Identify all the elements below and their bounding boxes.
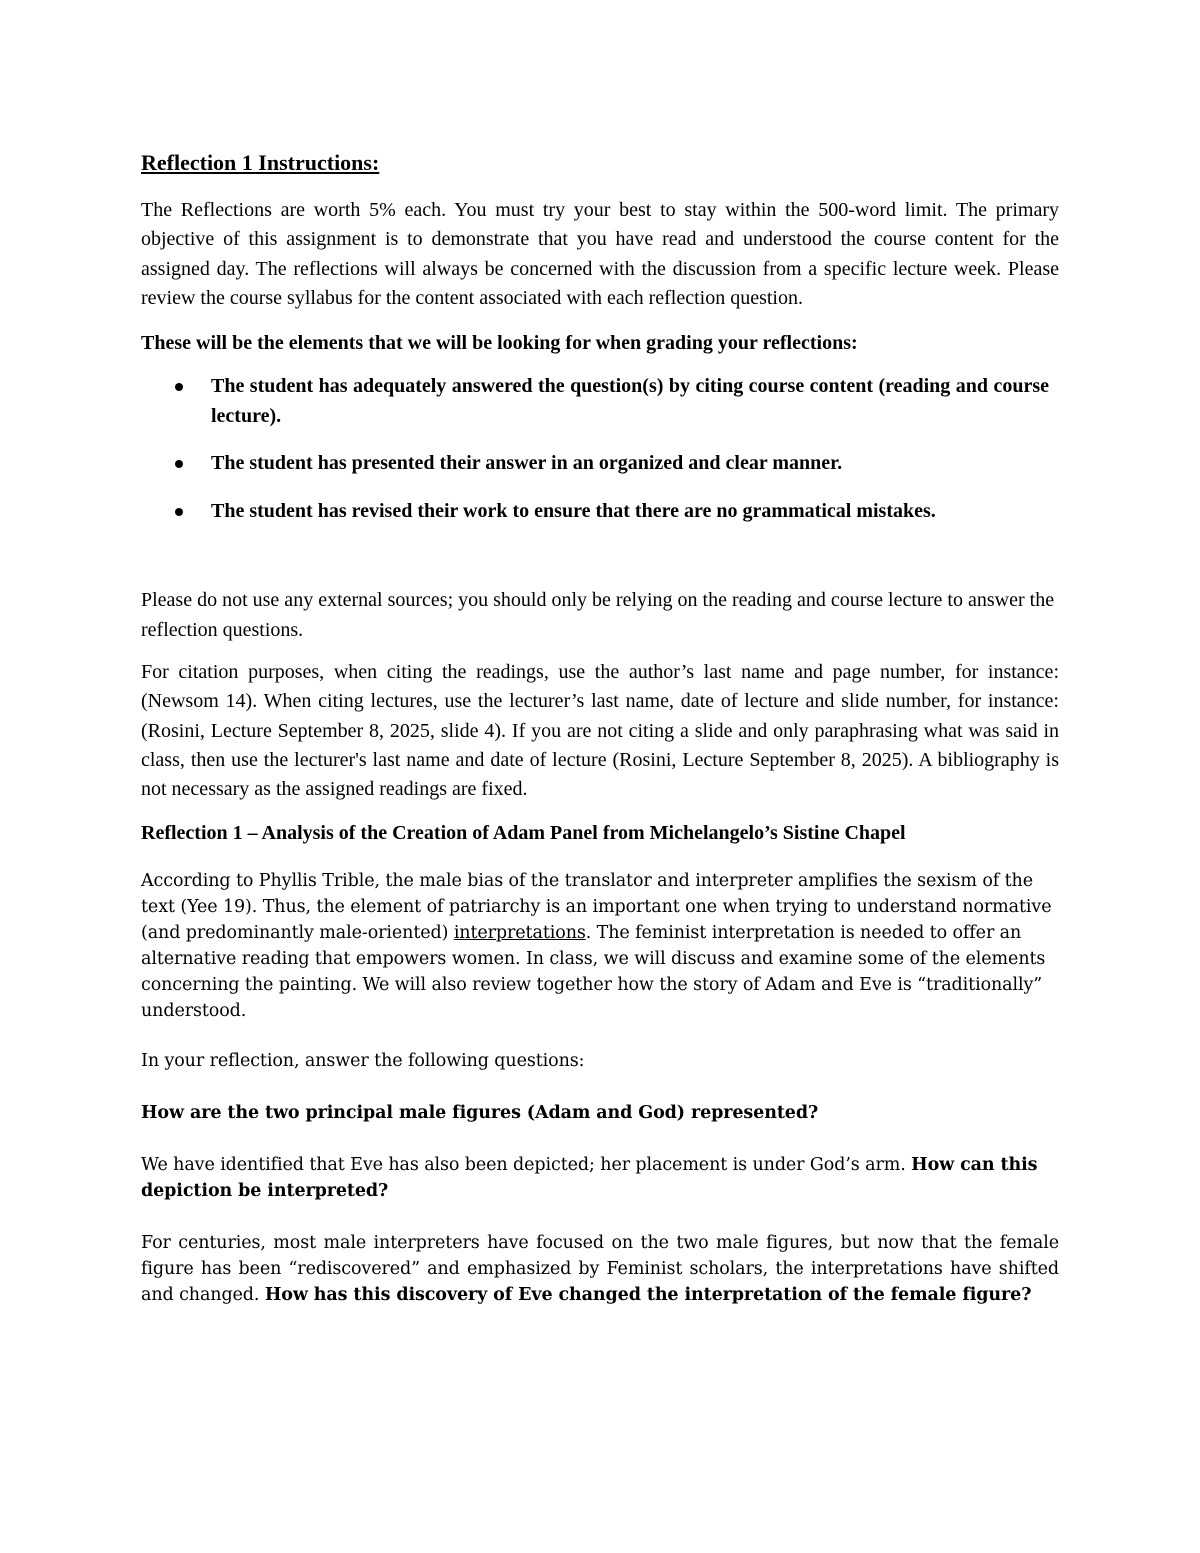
answer-intro: In your reflection, answer the following questions: [141,1050,585,1071]
grading-criteria-list [141,372,1059,526]
bullet-icon [175,508,183,516]
question-eve-discovery: How has this discovery of Eve changed the interpretation of the female figure? [264,1284,1032,1305]
criteria-text: The student has revised their work to ensure that there are no grammatical mistakes. [211,499,936,522]
eve-text: We have identified that Eve has also been depicted; her placement is under God’s arm. [141,1154,912,1175]
grading-elements-heading: These will be the elements that we will be looking for when grading your reflections: [141,332,858,355]
citation-paragraph: For citation purposes, when citing the readings, use the author’s last name and page number, for instance: (Newsom 14). When citing lectures, use the lecturer’s last name, date of lecture and slide number, for instance: (Rosini, Lecture September 8, 2025, slide 4). If you are not citing a slide and only paraphrasing what was said in class, then use the lecturer's last name and date of lecture (Rosini, Lecture September 8, 2025). A bibliography is not necessary as the assigned readings are fixed. [141,661,1059,801]
trible-text-before: According to Phyllis Trible, the male bias of the translator and interpreter amplifies the sexism of the text (Yee 19). Thus, the element of patriarchy is an important one when trying to understand normative (and predominantly male-oriented) [141,870,1052,943]
criteria-item [141,497,1059,527]
external-sources-paragraph: Please do not use any external sources; you should only be relying on the reading and course lecture to answer the reflection questions. [141,589,1055,641]
eve-paragraph [141,1152,1059,1204]
question-eve-depiction: How can this depiction be interpreted? [141,1154,1038,1201]
reflection-heading: Reflection 1 – Analysis of the Creation of Adam Panel from Michelangelo’s Sistine Chapel [141,821,906,844]
underlined-word: interpretations [453,922,586,943]
trible-paragraph [141,868,1059,1024]
centuries-paragraph [141,1230,1059,1308]
criteria-text: The student has presented their answer in an organized and clear manner. [211,452,843,475]
criteria-item [141,372,1059,431]
page-title: Reflection 1 Instructions: [141,150,380,175]
criteria-text: The student has adequately answered the question(s) by citing course content (reading and course lecture). [211,375,1049,427]
question-male-figures: How are the two principal male figures (Adam and God) represented? [141,1102,819,1123]
document-page [141,148,1059,1308]
trible-text-after: . The feminist interpretation is needed to offer an alternative reading that empowers women. In class, we will discuss and examine some of the elements concerning the painting. We will also review together how the story of Adam and Eve is “traditionally” understood. [141,922,1046,1021]
bullet-icon [175,383,183,391]
blank-line [141,544,1059,586]
intro-paragraph: The Reflections are worth 5% each. You must try your best to stay within the 500-word limit. The primary objective of this assignment is to demonstrate that you have read and understood the course content for the assigned day. The reflections will always be concerned with the discussion from a specific lecture week. Please review the course syllabus for the content associated with each reflection question. [141,199,1059,309]
centuries-text: For centuries, most male interpreters have focused on the two male figures, but now that the female figure has been “rediscovered” and emphasized by Feminist scholars, the interpretations have shifted and changed. [141,1232,1059,1305]
criteria-item [141,449,1059,479]
bullet-icon [175,460,183,468]
